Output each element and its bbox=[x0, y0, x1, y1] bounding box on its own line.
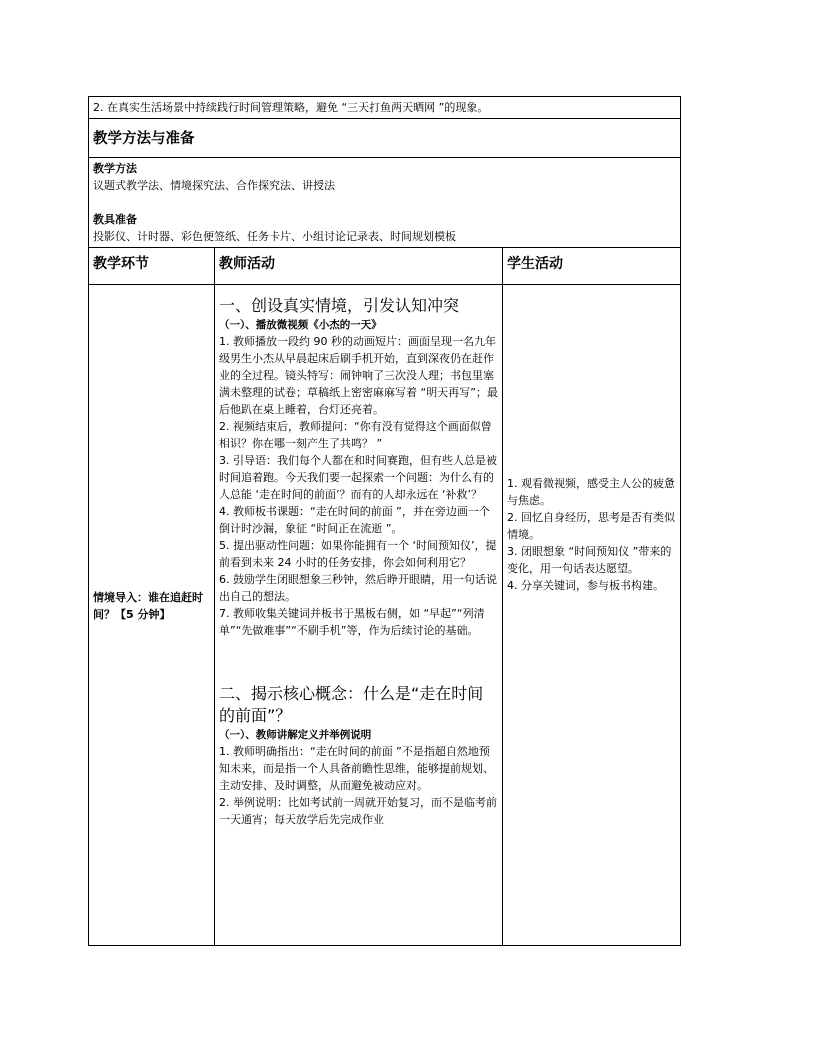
teacher-item: 6. 鼓励学生闭眼想象三秒钟，然后睁开眼睛，用一句话说出自己的想法。 bbox=[219, 573, 497, 603]
student-item: 2. 回忆自身经历，思考是否有类似情境。 bbox=[507, 511, 675, 541]
student-item: 1. 观看微视频，感受主人公的疲惫与焦虑。 bbox=[507, 477, 675, 507]
teacher-item: 1. 教师播放一段约 90 秒的动画短片：画面呈现一名九年级男生小杰从早晨起床后刷手机开始，直到深夜仍在赶作业的全过程。镜头特写：闹钟响了三次没人理；书包里塞满未整理的试卷；草稿纸上密密麻麻写着 “明天再写”；最后他趴在桌上睡着，台灯还亮着。 bbox=[219, 335, 498, 416]
part2-title: 二、揭示核心概念：什么是“走在时间的前面”？ bbox=[219, 684, 484, 725]
teacher-item: 2. 视频结束后，教师提问：“你有没有觉得这个画面似曾相识？你在哪一刻产生了共鸣？ ” bbox=[219, 420, 492, 450]
student-item: 4. 分享关键词，参与板书构建。 bbox=[507, 579, 664, 592]
teacher-item: 1. 教师明确指出：“走在时间的前面 ”不是指超自然地预知未来，而是指一个人具备前瞻性思维，能够提前规划、主动安排、及时调整，从而避免被动应对。 bbox=[219, 745, 494, 792]
tools-text: 投影仪、计时器、彩色便签纸、任务卡片、小组讨论记录表、时间规划模板 bbox=[93, 230, 456, 243]
lesson-plan-page bbox=[88, 96, 680, 946]
objective-row bbox=[89, 97, 681, 119]
stage-row bbox=[89, 285, 681, 946]
methods-content-row bbox=[89, 158, 681, 248]
header-teacher: 教师活动 bbox=[219, 256, 275, 272]
objective-text: 2. 在真实生活场景中持续践行时间管理策略，避免 “三天打鱼两天晒网 ”的现象。 bbox=[93, 101, 489, 114]
header-student: 学生活动 bbox=[507, 256, 563, 272]
stage-label: 情境导入：谁在追赶时间？【5 分钟】 bbox=[93, 591, 203, 621]
teacher-item: 4. 教师板书课题：“走在时间的前面 ”，并在旁边画一个倒计时沙漏，象征 “时间正在流逝 ”。 bbox=[219, 505, 490, 535]
teacher-item: 3. 引导语：我们每个人都在和时间赛跑，但有些人总是被时间追着跑。今天我们要一起探索一个问题：为什么有的人总能 ‘走在时间的前面’？而有的人却永远在 ‘补救’？ bbox=[219, 454, 497, 501]
teacher-item: 7. 教师收集关键词并板书于黑板右侧，如 “早起”“列清单”“先做难事”“不刷手机”等，作为后续讨论的基础。 bbox=[219, 607, 485, 637]
teacher-activity-cell bbox=[215, 285, 503, 946]
teacher-item: 2. 举例说明：比如考试前一周就开始复习，而不是临考前一天通宵；每天放学后先完成作业 bbox=[219, 796, 497, 826]
part2-subtitle: （一）、教师讲解定义并举例说明 bbox=[219, 729, 372, 741]
student-item: 3. 闭眼想象 “时间预知仪 ”带来的变化，用一句话表达愿望。 bbox=[507, 545, 672, 575]
tools-label: 教具准备 bbox=[93, 213, 137, 226]
methods-label: 教学方法 bbox=[93, 162, 137, 175]
header-stage: 教学环节 bbox=[93, 256, 149, 272]
lesson-plan-table bbox=[88, 96, 681, 946]
part1-subtitle: （一）、播放微视频《小杰的一天》 bbox=[219, 319, 382, 331]
methods-title-row bbox=[89, 119, 681, 158]
student-activity-cell bbox=[503, 285, 681, 946]
teacher-item: 5. 提出驱动性问题：如果你能拥有一个 ‘时间预知仪’，提前看到未来 24 小时的任务安排，你会如何利用它？ bbox=[219, 539, 497, 569]
part1-title: 一、创设真实情境，引发认知冲突 bbox=[219, 296, 460, 315]
methods-text: 议题式教学法、情境探究法、合作探究法、讲授法 bbox=[93, 179, 335, 192]
table-header-row bbox=[89, 248, 681, 285]
methods-section-title: 教学方法与准备 bbox=[93, 131, 195, 147]
